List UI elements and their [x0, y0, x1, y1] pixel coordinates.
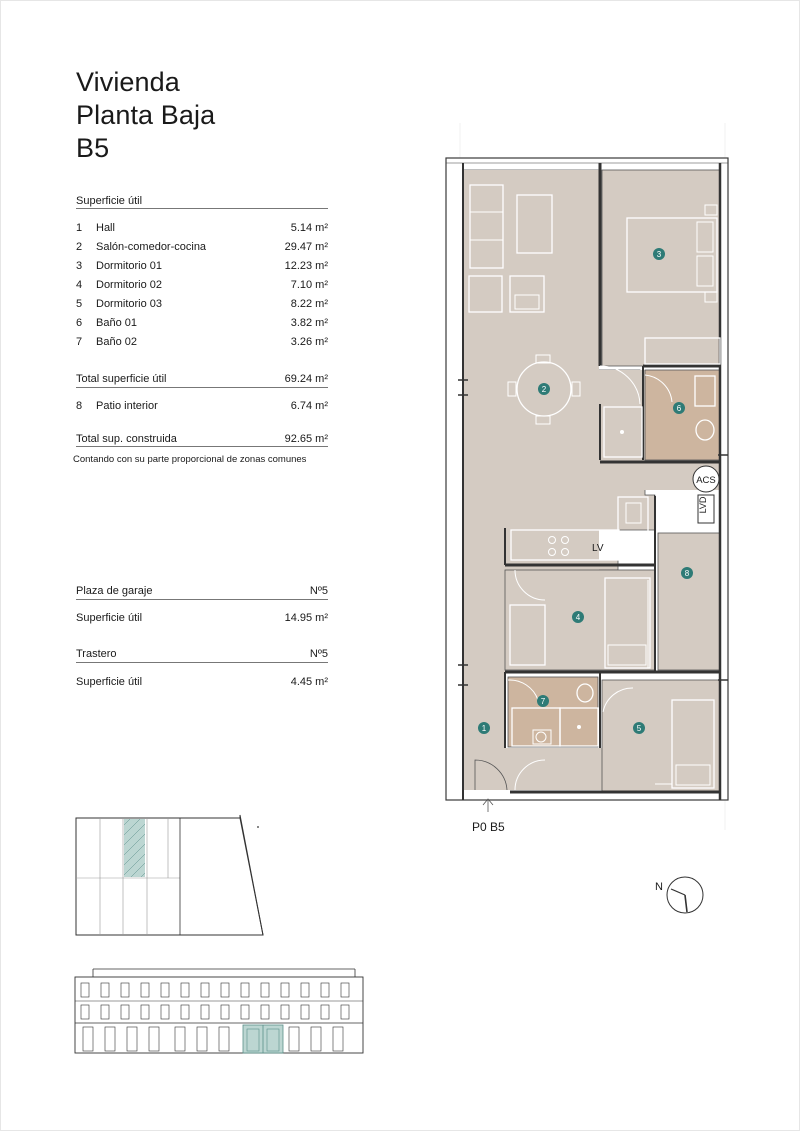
- svg-text:3: 3: [656, 250, 662, 259]
- room-name: Dormitorio 02: [96, 279, 163, 291]
- room-marker: [572, 611, 584, 623]
- storage-surface-value: 4.45 m²: [290, 676, 328, 688]
- svg-text:8: 8: [684, 569, 690, 578]
- room-area: 6.74 m²: [290, 400, 328, 412]
- title-line-dwelling: Vivienda: [76, 67, 180, 97]
- room-name: Dormitorio 01: [96, 260, 163, 272]
- storage-label: Trastero: [76, 648, 117, 660]
- room-number: 5: [76, 298, 83, 310]
- storage-surface-label: Superficie útil: [76, 676, 143, 688]
- entrance-label: P0 B5: [472, 820, 505, 834]
- svg-text:6: 6: [676, 404, 682, 413]
- svg-text:4: 4: [575, 613, 581, 622]
- garage-surface-label: Superficie útil: [76, 612, 143, 624]
- room-area: 29.47 m²: [284, 241, 328, 253]
- lvd-label: LVD: [698, 496, 708, 514]
- building-elevation: [75, 967, 375, 1057]
- room-marker: [478, 722, 490, 734]
- room-area: 5.14 m²: [290, 222, 328, 234]
- room-number: 3: [76, 260, 83, 272]
- room-marker: [673, 402, 685, 414]
- surface-heading: Superficie útil: [76, 195, 143, 207]
- site-key-plan: [75, 815, 275, 940]
- room-name: Patio interior: [96, 400, 158, 412]
- room-marker: [653, 248, 665, 260]
- title-line-unit: B5: [76, 133, 110, 163]
- room-marker: [537, 695, 549, 707]
- svg-text:5: 5: [636, 724, 642, 733]
- garage-surface-value: 14.95 m²: [284, 612, 328, 624]
- compass-icon: [665, 875, 705, 915]
- built-area-label: Total sup. construida: [76, 433, 177, 445]
- room-name: Baño 01: [96, 317, 137, 329]
- room-area: 3.82 m²: [290, 317, 328, 329]
- built-area-value: 92.65 m²: [284, 433, 328, 445]
- room-name: Dormitorio 03: [96, 298, 163, 310]
- svg-text:1: 1: [481, 724, 487, 733]
- room-marker: [538, 383, 550, 395]
- common-areas-note: Contando con su parte proporcional de zonas comunes: [73, 454, 307, 465]
- room-number: 6: [76, 317, 83, 329]
- total-useful-value: 69.24 m²: [284, 373, 328, 385]
- room-area: 3.26 m²: [290, 336, 328, 348]
- room-number: 1: [76, 222, 83, 234]
- room-name: Salón-comedor-cocina: [96, 241, 207, 253]
- room-area: 7.10 m²: [290, 279, 328, 291]
- total-useful-label: Total superficie útil: [76, 373, 167, 385]
- room-marker: [633, 722, 645, 734]
- room-name: Baño 02: [96, 336, 137, 348]
- title-line-floor: Planta Baja: [76, 100, 216, 130]
- storage-number: Nº5: [309, 648, 328, 660]
- room-number: 2: [76, 241, 83, 253]
- garage-number: Nº5: [309, 585, 328, 597]
- room-area: 8.22 m²: [290, 298, 328, 310]
- room-name: Hall: [96, 222, 115, 234]
- room-area: 12.23 m²: [284, 260, 328, 272]
- lv-label: LV: [592, 543, 604, 554]
- acs-label: ACS: [696, 475, 716, 486]
- room-number: 4: [76, 279, 83, 291]
- svg-text:2: 2: [541, 385, 547, 394]
- room-marker: [681, 567, 693, 579]
- north-label: N: [655, 881, 663, 893]
- room-number: 7: [76, 336, 83, 348]
- room-number: 8: [76, 400, 83, 412]
- svg-text:7: 7: [540, 697, 546, 706]
- garage-label: Plaza de garaje: [76, 585, 153, 597]
